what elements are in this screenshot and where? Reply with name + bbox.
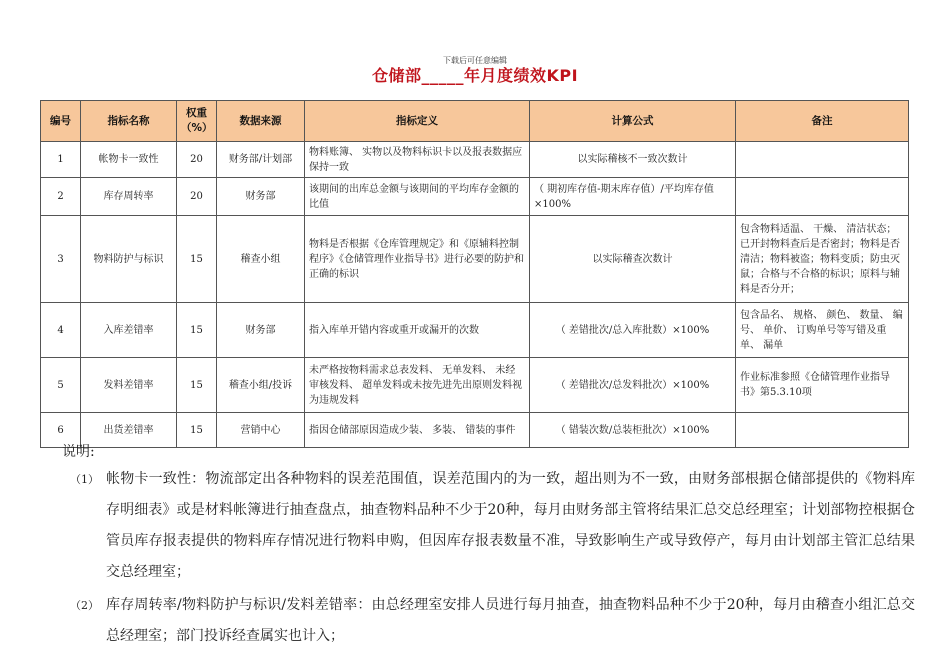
- header-formula: 计算公式: [530, 101, 736, 142]
- cell-source: 营销中心: [217, 413, 305, 448]
- cell-name: 库存周转率: [81, 178, 177, 216]
- cell-formula: 以实际稽核不一致次数计: [530, 142, 736, 178]
- explanation-item: [70, 464, 915, 588]
- cell-name: 发料差错率: [81, 358, 177, 413]
- cell-definition: 物料是否根据《仓库管理规定》和《原辅料控制程序》《仓储管理作业指导书》进行必要的防护和正确的标识: [305, 216, 530, 303]
- cell-formula: 以实际稽查次数计: [530, 216, 736, 303]
- cell-formula: （ 差错批次/总入库批数）×100%: [530, 303, 736, 358]
- table-row: [41, 142, 909, 178]
- cell-definition: 指因仓储部原因造成少装、 多装、 错装的事件: [305, 413, 530, 448]
- table-row: [41, 178, 909, 216]
- cell-no: 3: [41, 216, 81, 303]
- cell-definition: 指入库单开错内容或重开或漏开的次数: [305, 303, 530, 358]
- cell-no: 2: [41, 178, 81, 216]
- cell-definition: 该期间的出库总金额与该期间的平均库存金额的比值: [305, 178, 530, 216]
- header-remarks: 备注: [736, 101, 909, 142]
- table-row: [41, 413, 909, 448]
- cell-weight: 20: [177, 178, 217, 216]
- header-source: 数据来源: [217, 101, 305, 142]
- cell-weight: 15: [177, 303, 217, 358]
- cell-weight: 15: [177, 358, 217, 413]
- cell-formula: （ 差错批次/总发料批次）×100%: [530, 358, 736, 413]
- item-text: 帐物卡一致性：物流部定出各种物料的误差范围值，误差范围内的为一致，超出则为不一致，由财务部根据仓储部提供的《物料库存明细表》或是材料帐簿进行抽查盘点，抽查物料品种不少于20种，每月由财务部主管将结果汇总交总经理室；计划部物控根据仓管员库存报表提供的物料库存情况进行物料申购，但因库存报表数量不准，导致影响生产或导致停产，每月由计划部主管汇总结果交总经理室；: [106, 471, 915, 580]
- cell-formula: （ 期初库存值-期末库存值）/平均库存值×100%: [530, 178, 736, 216]
- header-no: 编号: [41, 101, 81, 142]
- cell-source: 稽查小组: [217, 216, 305, 303]
- cell-remarks: 包含品名、 规格、 颜色、 数量、 编号、 单价、 订购单号等写错及重单、 漏单: [736, 303, 909, 358]
- cell-definition: 物料账簿、 实物以及物料标识卡以及报表数据应保持一致: [305, 142, 530, 178]
- cell-source: 财务部: [217, 303, 305, 358]
- table-row: [41, 358, 909, 413]
- cell-no: 1: [41, 142, 81, 178]
- cell-definition: 未严格按物料需求总表发料、 无单发料、 未经审核发料、 超单发料或未按先进先出原则发料视为违规发料: [305, 358, 530, 413]
- cell-weight: 15: [177, 413, 217, 448]
- cell-no: 4: [41, 303, 81, 358]
- kpi-table: [40, 100, 909, 448]
- explanation-heading: 说明:: [62, 444, 95, 460]
- table-row: [41, 216, 909, 303]
- cell-no: 5: [41, 358, 81, 413]
- header-name: 指标名称: [81, 101, 177, 142]
- cell-source: 财务部: [217, 178, 305, 216]
- cell-weight: 20: [177, 142, 217, 178]
- cell-name: 物料防护与标识: [81, 216, 177, 303]
- cell-name: 帐物卡一致性: [81, 142, 177, 178]
- cell-remarks: [736, 178, 909, 216]
- cell-formula: （ 错装次数/总装柜批次）×100%: [530, 413, 736, 448]
- cell-remarks: [736, 413, 909, 448]
- cell-source: 稽查小组/投诉: [217, 358, 305, 413]
- cell-remarks: 作业标准参照《仓储管理作业指导书》第5.3.10项: [736, 358, 909, 413]
- header-definition: 指标定义: [305, 101, 530, 142]
- cell-name: 出货差错率: [81, 413, 177, 448]
- cell-remarks: 包含物料适温、 干燥、 清洁状态；已开封物料查后是否密封；物料是否清洁；物料被盗；物料变质；防虫灭鼠；合格与不合格的标识；原料与辅料是否分开；: [736, 216, 909, 303]
- table-header-row: [41, 101, 909, 142]
- header-weight: 权重（%）: [177, 101, 217, 142]
- cell-name: 入库差错率: [81, 303, 177, 358]
- explanation-item: [70, 590, 915, 652]
- table-row: [41, 303, 909, 358]
- download-note: 下载后可任意编辑: [443, 56, 507, 65]
- cell-source: 财务部/计划部: [217, 142, 305, 178]
- page-title: 仓储部_____年月度绩效KPI: [371, 66, 579, 85]
- item-number: （2）: [70, 599, 99, 612]
- item-text: 库存周转率/物料防护与标识/发料差错率：由总经理室安排人员进行每月抽查，抽查物料品种不少于20种，每月由稽查小组汇总交总经理室；部门投诉经查属实也计入；: [106, 597, 915, 644]
- cell-weight: 15: [177, 216, 217, 303]
- cell-no: 6: [41, 413, 81, 448]
- item-number: （1）: [70, 473, 99, 486]
- cell-remarks: [736, 142, 909, 178]
